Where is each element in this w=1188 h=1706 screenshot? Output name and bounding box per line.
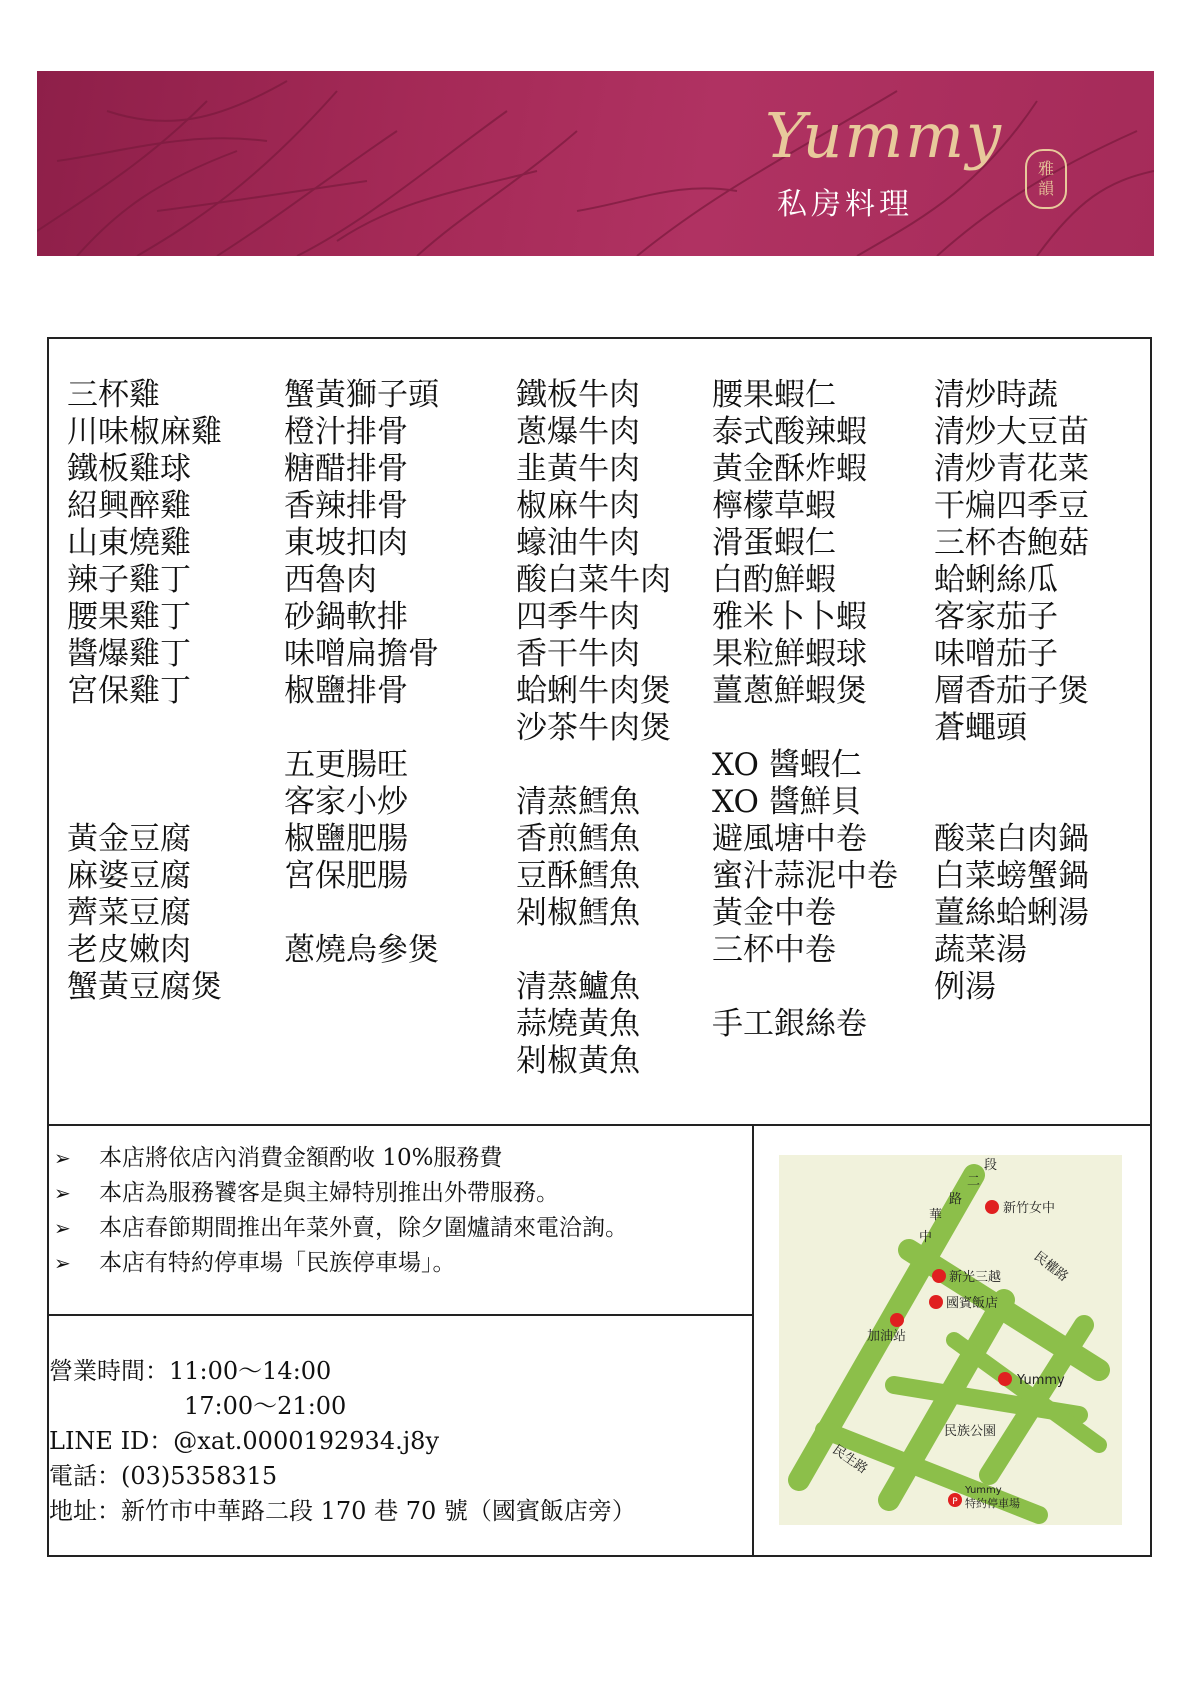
place-label: 國賓飯店 xyxy=(946,1296,999,1311)
menu-item: 黃金中卷 xyxy=(712,895,836,931)
menu-item: 剁椒鱈魚 xyxy=(516,895,640,931)
business-hours-lunch: 營業時間：11:00～14:00 xyxy=(49,1357,332,1385)
parking-label: Yummy xyxy=(965,1485,1002,1496)
menu-item: 蔥燒烏參煲 xyxy=(284,932,439,968)
road-label: 二 xyxy=(967,1174,981,1189)
menu-item: 蔬菜湯 xyxy=(934,932,1027,968)
menu-item: 酸白菜牛肉 xyxy=(516,562,671,598)
road-label: 路 xyxy=(949,1192,963,1207)
menu-item: 五更腸旺 xyxy=(284,747,408,783)
menu-item: 蟹黃獅子頭 xyxy=(284,377,439,413)
menu-item: 蛤蜊牛肉煲 xyxy=(516,673,671,709)
menu-item: 醬爆雞丁 xyxy=(67,636,191,672)
menu-item: 蒜燒黃魚 xyxy=(516,1006,640,1042)
menu-item: 蒼蠅頭 xyxy=(934,710,1027,746)
location-map xyxy=(779,1155,1122,1525)
menu-item: 蛤蜊絲瓜 xyxy=(934,562,1058,598)
menu-item: 四季牛肉 xyxy=(516,599,640,635)
menu-item: 清蒸鱸魚 xyxy=(516,969,640,1005)
note-item: ➢ 本店為服務饕客是與主婦特別推出外帶服務。 xyxy=(49,1176,752,1211)
menu-spacer xyxy=(516,932,671,969)
menu-item: 香干牛肉 xyxy=(516,636,640,672)
menu-item: 避風塘中卷 xyxy=(712,821,867,857)
marker-gas-station xyxy=(890,1313,904,1327)
address: 地址：新竹市中華路二段 170 巷 70 號（國賓飯店旁） xyxy=(49,1497,636,1525)
menu-item: 宮保肥腸 xyxy=(284,858,408,894)
menu-spacer xyxy=(712,969,898,1006)
map-drawing xyxy=(779,1155,1122,1525)
menu-item: 味噌扁擔骨 xyxy=(284,636,439,672)
menu-item: 客家茄子 xyxy=(934,599,1058,635)
menu-item: 椒鹽排骨 xyxy=(284,673,408,709)
menu-item: 三杯杏鮑菇 xyxy=(934,525,1089,561)
parking-label: 特約停車場 xyxy=(965,1497,1020,1510)
phone-number: 電話：(03)5358315 xyxy=(49,1462,278,1490)
road-label: 段 xyxy=(984,1158,998,1173)
menu-dishes xyxy=(49,339,1150,1126)
menu-item: 豆酥鱈魚 xyxy=(516,858,640,894)
menu-item: 砂鍋軟排 xyxy=(284,599,408,635)
menu-item: 例湯 xyxy=(934,969,996,1005)
menu-item: 清炒時蔬 xyxy=(934,377,1058,413)
menu-item: 白酌鮮蝦 xyxy=(712,562,836,598)
menu-item: 老皮嫩肉 xyxy=(67,932,191,968)
menu-item: 宮保雞丁 xyxy=(67,673,191,709)
logo-subtitle: 私房料理 xyxy=(777,187,913,222)
menu-item: 薺菜豆腐 xyxy=(67,895,191,931)
notes-list xyxy=(49,1126,752,1316)
menu-spacer xyxy=(934,784,1089,821)
menu-item: 辣子雞丁 xyxy=(67,562,191,598)
marker-girls-school xyxy=(985,1200,999,1214)
menu-item: 椒鹽肥腸 xyxy=(284,821,408,857)
menu-item: 層香茄子煲 xyxy=(934,673,1089,709)
menu-item: 沙茶牛肉煲 xyxy=(516,710,671,746)
menu-item: 手工銀絲卷 xyxy=(712,1006,867,1042)
menu-item: 三杯中卷 xyxy=(712,932,836,968)
menu-item: 三杯雞 xyxy=(67,377,160,413)
menu-spacer xyxy=(712,710,898,747)
road-minsheng-label: 民生路 xyxy=(829,1442,870,1478)
menu-item: 西魯肉 xyxy=(284,562,377,598)
menu-item: 黃金酥炸蝦 xyxy=(712,451,867,487)
menu-item: 客家小炒 xyxy=(284,784,408,820)
menu-column-seafood xyxy=(712,377,898,1043)
menu-spacer xyxy=(516,747,671,784)
menu-item: 酸菜白肉鍋 xyxy=(934,821,1089,857)
menu-item: 山東燒雞 xyxy=(67,525,191,561)
menu-column-chicken-tofu xyxy=(67,377,222,1006)
menu-item: 剁椒黃魚 xyxy=(516,1043,640,1079)
menu-item: 鐵板牛肉 xyxy=(516,377,640,413)
parking-icon: P xyxy=(952,1497,958,1507)
note-item: ➢ 本店春節期間推出年菜外賣，除夕圍爐請來電洽詢。 xyxy=(49,1211,752,1246)
menu-column-pork xyxy=(284,377,439,969)
place-label: Yummy xyxy=(1017,1373,1065,1388)
place-label: 加油站 xyxy=(867,1329,907,1344)
seal-stamp xyxy=(1025,149,1067,209)
menu-item: 蠔油牛肉 xyxy=(516,525,640,561)
business-hours-dinner: 17:00～21:00 xyxy=(184,1392,347,1420)
menu-item: 蔥爆牛肉 xyxy=(516,414,640,450)
marker-shin-kong xyxy=(932,1269,946,1283)
menu-item: 清蒸鱈魚 xyxy=(516,784,640,820)
marker-ambassador-hotel xyxy=(929,1295,943,1309)
menu-item: 白菜螃蟹鍋 xyxy=(934,858,1089,894)
arrow-bullet-icon: ➢ xyxy=(54,1181,71,1205)
seal-char-2: 韻 xyxy=(1037,179,1054,198)
menu-item: 東坡扣肉 xyxy=(284,525,408,561)
menu-item: 鐵板雞球 xyxy=(67,451,191,487)
store-info xyxy=(49,1316,752,1529)
line-id: LINE ID：@xat.0000192934.j8y xyxy=(49,1427,439,1455)
menu-spacer xyxy=(284,710,439,747)
menu-item: 干煸四季豆 xyxy=(934,488,1089,524)
menu-item: 清炒青花菜 xyxy=(934,451,1089,487)
menu-item: 清炒大豆苗 xyxy=(934,414,1089,450)
menu-item: 雅米卜卜蝦 xyxy=(712,599,867,635)
marker-yummy xyxy=(998,1372,1012,1386)
menu-item: 泰式酸辣蝦 xyxy=(712,414,867,450)
arrow-bullet-icon: ➢ xyxy=(54,1216,71,1240)
menu-spacer xyxy=(284,895,439,932)
logo-script: Yummy xyxy=(765,99,1004,172)
menu-column-vegetable-soup xyxy=(934,377,1089,1006)
menu-item: 薑蔥鮮蝦煲 xyxy=(712,673,867,709)
menu-spacer xyxy=(934,747,1089,784)
menu-item: 糖醋排骨 xyxy=(284,451,408,487)
menu-item: 蟹黃豆腐煲 xyxy=(67,969,222,1005)
place-label: 新竹女中 xyxy=(1003,1201,1056,1216)
menu-spacer xyxy=(67,784,222,821)
menu-item: 香煎鱈魚 xyxy=(516,821,640,857)
seal-char-1: 雅 xyxy=(1037,159,1054,178)
road-label: 中 xyxy=(919,1230,933,1245)
menu-item: 川味椒麻雞 xyxy=(67,414,222,450)
menu-item: 腰果蝦仁 xyxy=(712,377,836,413)
menu-item: 紹興醉雞 xyxy=(67,488,191,524)
menu-item: 檸檬草蝦 xyxy=(712,488,836,524)
menu-item: 薑絲蛤蜊湯 xyxy=(934,895,1089,931)
menu-spacer xyxy=(67,710,222,747)
road-label: 華 xyxy=(929,1208,943,1223)
menu-item: 麻婆豆腐 xyxy=(67,858,191,894)
place-label: 新光三越 xyxy=(949,1270,1002,1285)
menu-item: 滑蛋蝦仁 xyxy=(712,525,836,561)
menu-item: 味噌茄子 xyxy=(934,636,1058,672)
menu-item: 橙汁排骨 xyxy=(284,414,408,450)
menu-item: 椒麻牛肉 xyxy=(516,488,640,524)
header-banner xyxy=(37,71,1154,256)
menu-item: 黃金豆腐 xyxy=(67,821,191,857)
road-minquan-label: 民權路 xyxy=(1030,1249,1071,1285)
note-item: ➢ 本店將依店內消費金額酌收 10%服務費 xyxy=(49,1141,752,1176)
menu-item: 果粒鮮蝦球 xyxy=(712,636,867,672)
menu-item: 香辣排骨 xyxy=(284,488,408,524)
menu-item: 蜜汁蒜泥中卷 xyxy=(712,858,898,894)
menu-spacer xyxy=(67,747,222,784)
place-label: 民族公園 xyxy=(944,1424,997,1439)
menu-item: XO 醬鮮貝 xyxy=(712,784,862,820)
arrow-bullet-icon: ➢ xyxy=(54,1251,71,1275)
menu-item: 腰果雞丁 xyxy=(67,599,191,635)
divider-vertical xyxy=(752,1126,754,1557)
arrow-bullet-icon: ➢ xyxy=(54,1146,71,1170)
menu-column-beef-fish xyxy=(516,377,671,1080)
menu-item: XO 醬蝦仁 xyxy=(712,747,862,783)
menu-item: 韭黃牛肉 xyxy=(516,451,640,487)
note-item: ➢ 本店有特約停車場「民族停車場」。 xyxy=(49,1246,752,1281)
